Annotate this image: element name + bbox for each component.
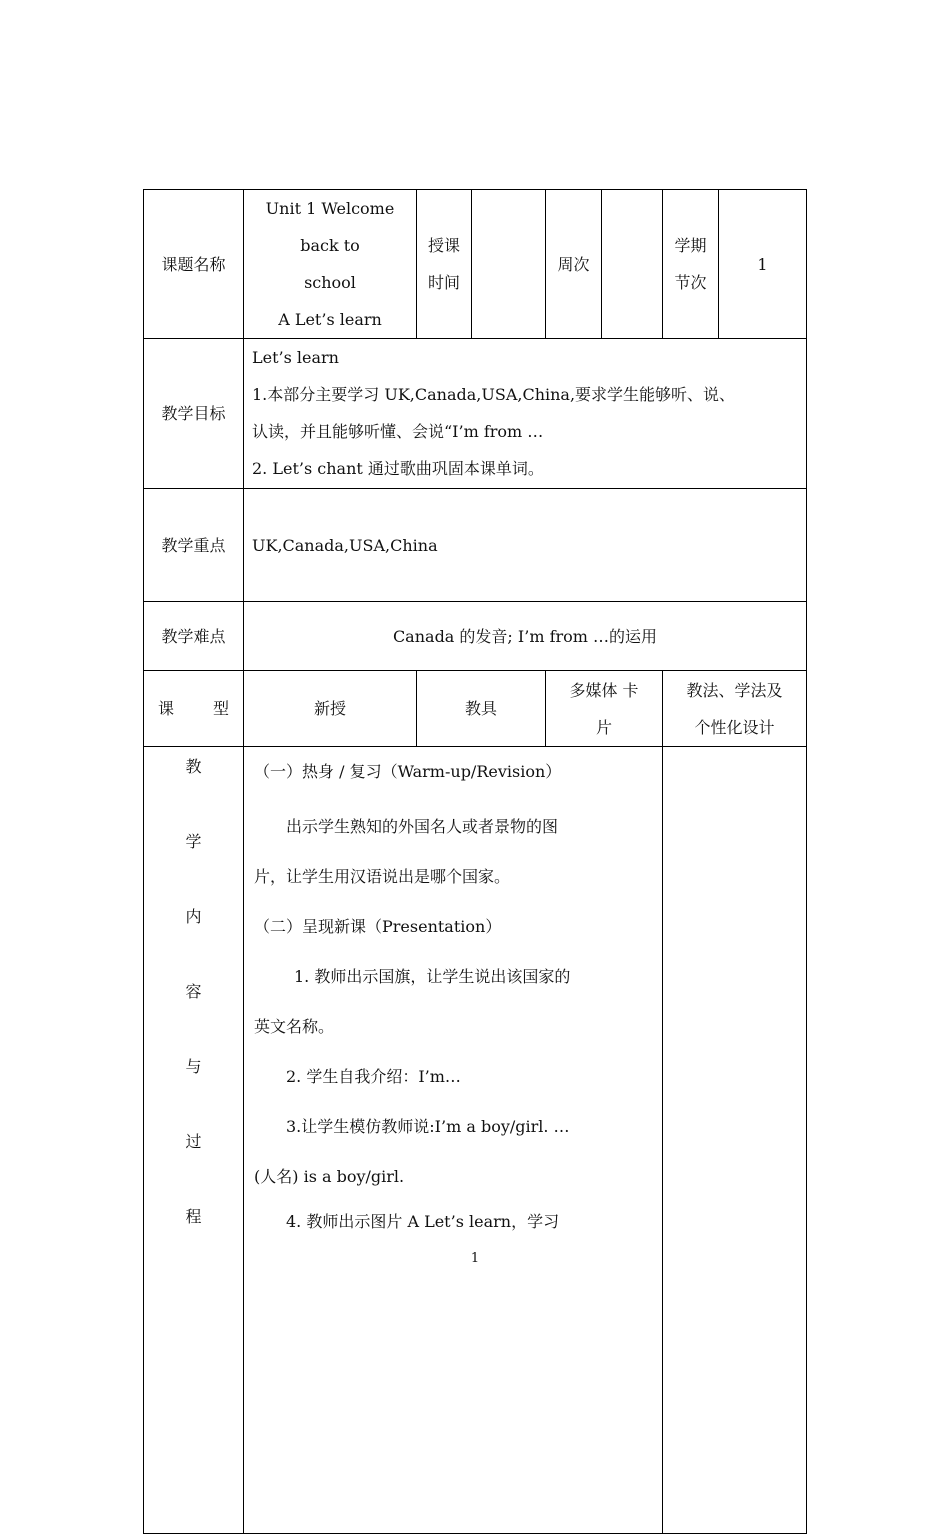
week-value xyxy=(602,190,663,339)
topic-title-line2: school xyxy=(304,273,356,292)
process-char: 容 xyxy=(185,982,202,1001)
row-lesson-type xyxy=(144,671,807,747)
objectives-line: 认读，并且能够听懂、会说“I’m from … xyxy=(252,422,544,441)
lesson-plan-table xyxy=(143,189,807,1534)
process-char: 过 xyxy=(185,1132,202,1151)
teaching-time-label-line1: 授课 xyxy=(427,236,460,255)
topic-title-line3: A Let’s learn xyxy=(278,310,382,329)
row-difficulties xyxy=(144,602,807,671)
teaching-tools-line2: 片 xyxy=(595,717,612,737)
week-label: 周次 xyxy=(546,190,602,339)
teaching-tools-label: 教具 xyxy=(417,671,546,747)
objectives-line: 2. Let’s chant 通过歌曲巩固本课单词。 xyxy=(252,459,544,478)
process-step: 2. 学生自我介绍：I’m… xyxy=(286,1067,461,1086)
process-paragraph: 出示学生熟知的外国名人或者景物的图 xyxy=(286,817,559,836)
row-process xyxy=(144,747,807,1534)
objectives-line: 1.本部分主要学习 UK,Canada,USA,China,要求学生能够听、说、 xyxy=(252,385,736,404)
lesson-type-label-a: 课 xyxy=(158,699,175,718)
objectives-line: Let’s learn xyxy=(252,348,339,367)
key-points-label: 教学重点 xyxy=(144,489,244,602)
key-points-value: UK,Canada,USA,China xyxy=(244,489,807,602)
process-heading-warmup: （一）热身 / 复习（Warm-up/Revision） xyxy=(254,762,562,781)
method-label-line2: 个性化设计 xyxy=(694,717,775,737)
process-char: 学 xyxy=(185,832,202,851)
objectives-content xyxy=(244,339,807,489)
lesson-type-value: 新授 xyxy=(244,671,417,747)
topic-label: 课题名称 xyxy=(144,190,244,339)
objectives-label: 教学目标 xyxy=(144,339,244,489)
process-step: 1. 教师出示国旗，让学生说出该国家的 xyxy=(294,967,571,986)
process-char: 程 xyxy=(185,1207,202,1226)
lesson-type-label xyxy=(144,671,244,747)
process-step: 4. 教师出示图片 A Let’s learn，学习 xyxy=(286,1212,560,1231)
process-content xyxy=(244,747,663,1534)
row-topic xyxy=(144,190,807,339)
difficulties-label: 教学难点 xyxy=(144,602,244,671)
teaching-time-label xyxy=(417,190,472,339)
personalized-design-cell xyxy=(663,747,807,1534)
lesson-type-label-b: 型 xyxy=(212,699,229,718)
process-step: 英文名称。 xyxy=(254,1017,335,1036)
term-label xyxy=(663,190,719,339)
process-char: 与 xyxy=(185,1057,202,1076)
topic-title-line1: Unit 1 Welcome back to xyxy=(265,199,395,255)
method-label-line1: 教法、学法及 xyxy=(686,680,783,700)
process-step: 3.让学生模仿教师说:I’m a boy/girl. … xyxy=(286,1117,570,1136)
process-step: (人名) is a boy/girl. xyxy=(254,1167,405,1186)
teaching-tools-line1: 多媒体 卡 xyxy=(569,680,639,700)
page-number: 1 xyxy=(470,1251,480,1266)
difficulties-value: Canada 的发音; I’m from …的运用 xyxy=(244,602,807,671)
teaching-time-label-line2: 时间 xyxy=(427,273,460,292)
term-label-line1: 学期 xyxy=(674,236,707,255)
teaching-tools-value xyxy=(546,671,663,747)
method-label xyxy=(663,671,807,747)
row-key-points xyxy=(144,489,807,602)
process-heading-presentation: （二）呈现新课（Presentation） xyxy=(254,917,502,936)
teaching-time-value xyxy=(472,190,546,339)
process-paragraph: 片，让学生用汉语说出是哪个国家。 xyxy=(254,867,511,886)
row-objectives xyxy=(144,339,807,489)
process-vertical-label xyxy=(144,747,244,1534)
topic-title xyxy=(244,190,417,339)
process-char: 内 xyxy=(185,907,202,926)
term-label-line2: 节次 xyxy=(674,273,707,292)
term-value: 1 xyxy=(719,190,807,339)
process-char: 教 xyxy=(185,757,202,776)
